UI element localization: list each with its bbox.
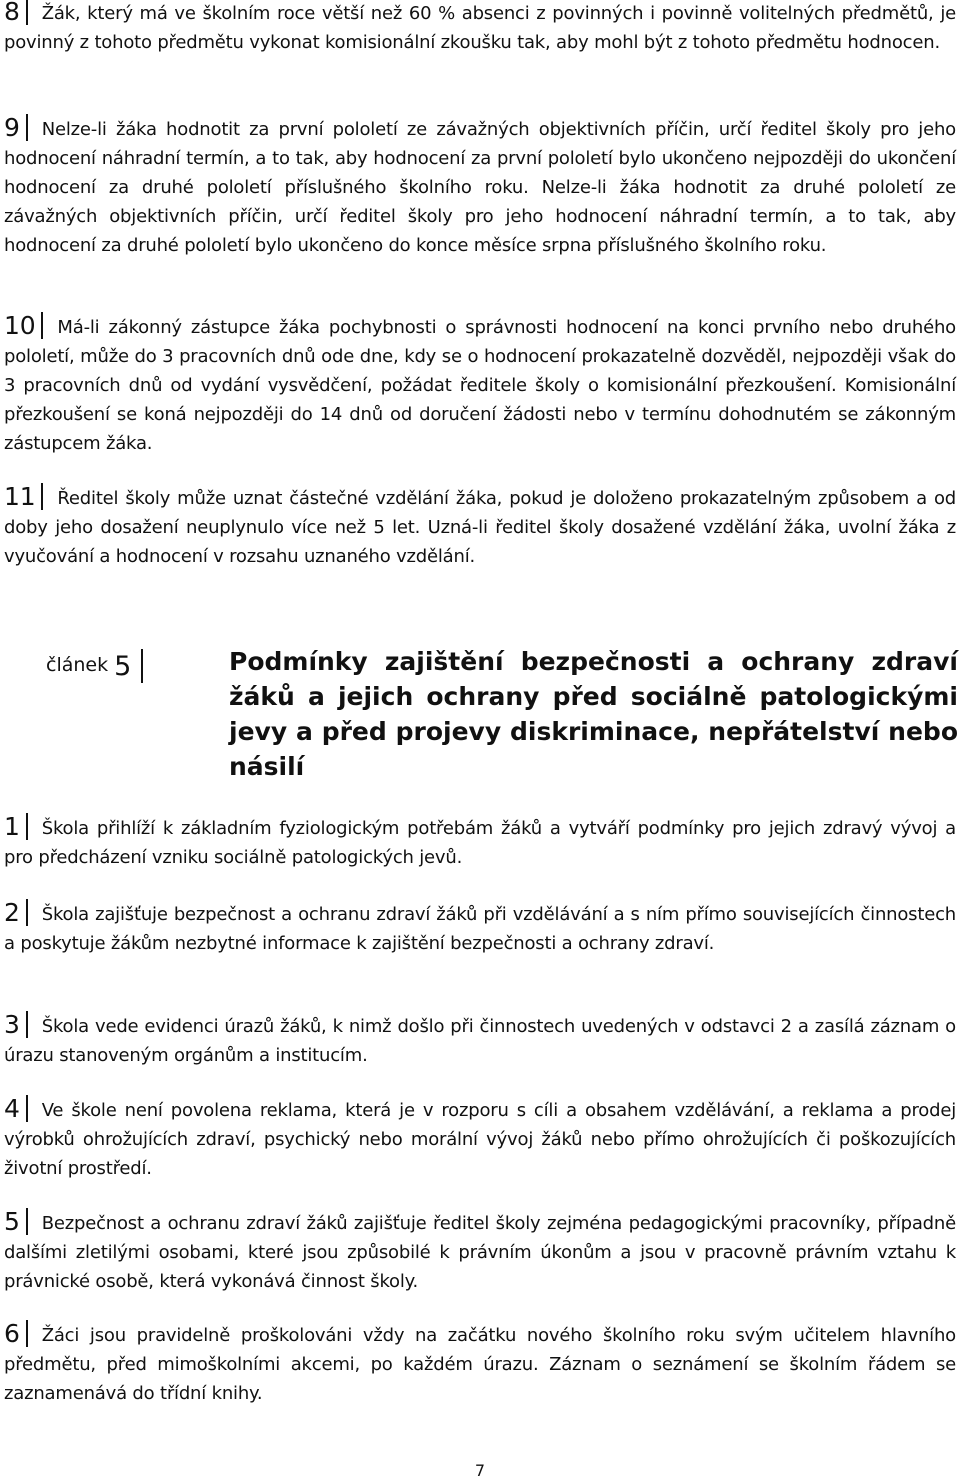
number-separator	[26, 813, 28, 840]
paragraph-8	[4, 0, 956, 57]
paragraph-number: 3	[4, 1010, 20, 1039]
paragraph-text: Škola zajišťuje bezpečnost a ochranu zdraví žáků při vzdělávání a s ním přímo souvisejících činnostech a poskytuje žákům nezbytné informace k zajištění bezpečnosti a ochrany zdraví.	[4, 904, 956, 954]
paragraph-text: Škola přihlíží k základním fyziologickým potřebám žáků a vytváří podmínky pro jejich zdravý vývoj a pro předcházení vzniku sociálně patologických jevů.	[4, 818, 956, 868]
number-separator	[41, 312, 43, 339]
number-separator	[26, 899, 28, 926]
paragraph-text: Žák, který má ve školním roce větší než 60 % absenci z povinných i povinně volitelných předmětů, je povinný z tohoto předmětu vykonat komisionální zkoušku tak, aby mohl být z tohoto předmětu hodnocen.	[4, 3, 956, 53]
number-separator	[41, 483, 43, 510]
article-title: Podmínky zajištění bezpečnosti a ochrany zdraví žáků a jejich ochrany před sociálně patologickými jevy a před projevy diskriminace, nepřátelství nebo násilí	[229, 647, 958, 781]
paragraph-text: Má-li zákonný zástupce žáka pochybnosti o správnosti hodnocení na konci prvního nebo druhého pololetí, může do 3 pracovních dnů ode dne, kdy se o hodnocení prokazatelně dozvěděl, nejpozději však do 3 pracovních dnů od vydání vysvědčení, požádat ředitele školy o komisionální přezkoušení. Komisionální přezkoušení se koná nejpozději do 14 dnů od doručení žádosti nebo v termínu dohodnutém se zákonným zástupcem žáka.	[4, 317, 956, 454]
paragraph-9	[4, 114, 956, 260]
paragraph-number: 8	[4, 0, 20, 26]
paragraph-number: 9	[4, 113, 20, 142]
article-label	[46, 649, 246, 683]
number-separator	[26, 1320, 28, 1347]
number-separator	[26, 1011, 28, 1038]
article-paragraph-1	[4, 813, 956, 872]
article-paragraph-3	[4, 1011, 956, 1070]
article-paragraph-5	[4, 1208, 956, 1296]
article-word: článek	[46, 654, 109, 676]
paragraph-text: Žáci jsou pravidelně proškolováni vždy na začátku nového školního roku svým učitelem hlavního předmětu, před mimoškolními akcemi, po každém úrazu. Záznam o seznámení se školním řádem se zaznamenává do třídní knihy.	[4, 1325, 956, 1404]
paragraph-continuation: Nelze-li žáka hodnotit za druhé pololetí ze závažných objektivních příčin, určí ředitel školy pro jeho hodnocení náhradní termín, a to tak, aby hodnocení za druhé pololetí bylo ukončeno do konce měsíce srpna příslušného školního roku.	[4, 177, 956, 256]
article-paragraph-4	[4, 1095, 956, 1183]
paragraph-text: Škola vede evidenci úrazů žáků, k nimž došlo při činnostech uvedených v odstavci 2 a zasílá záznam o úrazu stanoveným orgánům a institucím.	[4, 1016, 956, 1066]
paragraph-text: Bezpečnost a ochranu zdraví žáků zajišťuje ředitel školy zejména pedagogickými pracovníky, případně dalšími zletilými osobami, které jsou způsobilé k právním úkonům a jsou v pracovně právním vztahu k právnické osobě, která vykonává činnost školy.	[4, 1213, 956, 1292]
paragraph-number: 4	[4, 1094, 20, 1123]
number-separator	[26, 0, 28, 25]
paragraph-text: Nelze-li žáka hodnotit za první pololetí ze závažných objektivních příčin, určí ředitel školy pro jeho hodnocení náhradní termín, a to tak, aby hodnocení za první pololetí bylo ukončeno nejpozději do ukončení hodnocení za druhé pololetí příslušného školního roku.	[4, 119, 956, 198]
paragraph-number: 5	[4, 1207, 20, 1236]
number-separator	[26, 1208, 28, 1235]
paragraph-text: Ředitel školy může uznat částečné vzdělání žáka, pokud je doloženo prokazatelným způsobem a od doby jeho dosažení neuplynulo více než 5 let. Uzná-li ředitel školy dosažené vzdělání žáka, uvolní žáka z vyučování a hodnocení v rozsahu uznaného vzdělání.	[4, 488, 956, 567]
paragraph-number: 1	[4, 812, 20, 841]
paragraph-number: 2	[4, 898, 20, 927]
number-separator	[26, 114, 28, 141]
article-paragraph-6	[4, 1320, 956, 1408]
paragraph-number: 6	[4, 1319, 20, 1348]
article-number: 5	[114, 651, 132, 682]
article-paragraph-2	[4, 899, 956, 958]
paragraph-10	[4, 312, 956, 458]
number-separator	[26, 1095, 28, 1122]
paragraph-number: 11	[4, 482, 36, 511]
paragraph-text: Ve škole není povolena reklama, která je v rozporu s cíli a obsahem vzdělávání, a reklama a prodej výrobků ohrožujících zdraví, psychický nebo morální vývoj žáků nebo přímo ohrožujících či poškozujících životní prostředí.	[4, 1100, 956, 1179]
paragraph-number: 10	[4, 311, 36, 340]
paragraph-11	[4, 483, 956, 571]
number-separator	[141, 649, 143, 683]
page-number: 7	[474, 1461, 486, 1480]
